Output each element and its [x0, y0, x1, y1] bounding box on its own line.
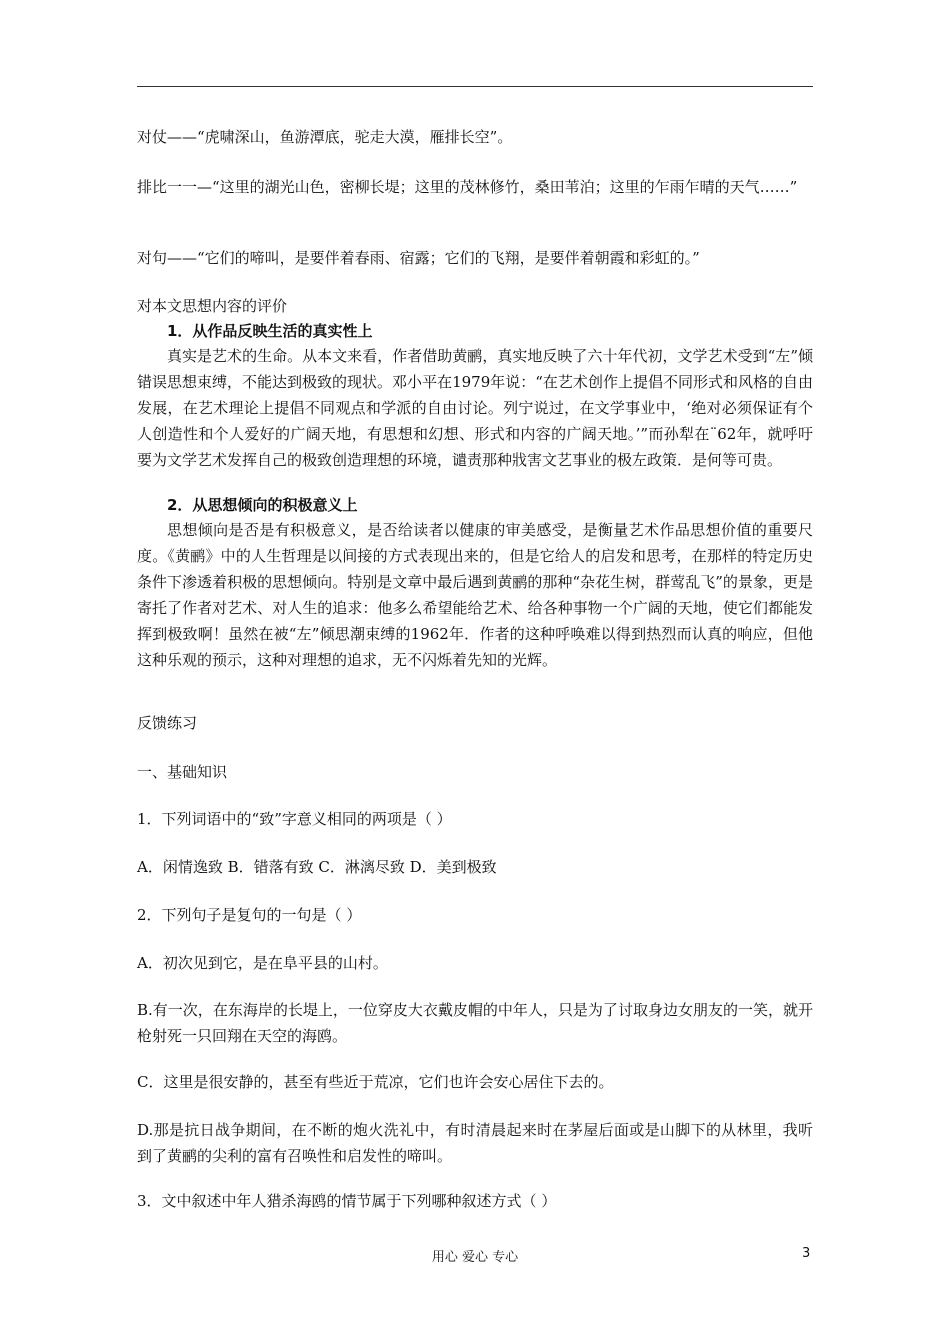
question-2-option-d: D.那是抗日战争期间，在不断的炮火洗礼中，有时清晨起来时在茅屋后面或是山脚下的从林里，我听到了黄鹂的尖利的富有召唤性和启发性的啼叫。	[137, 1121, 813, 1165]
footer-motto: 用心 爱心 专心	[431, 1250, 519, 1265]
line-paibi: 排比一一—“这里的湖光山色，密柳长堤；这里的茂林修竹，桑田苇泊；这里的乍雨乍晴的天气……”	[137, 178, 798, 196]
question-2-option-b: B.有一次，在东海岸的长堤上，一位穿皮大衣戴皮帽的中年人，只是为了讨取身边女朋友的一笑，就开枪射死一只回翔在天空的海鸥。	[137, 1001, 813, 1045]
header-rule	[137, 86, 813, 87]
question-1: 1．下列词语中的“致”字意义相同的两项是（ ）	[137, 810, 452, 828]
line-duizhang: 对仗——“虎啸深山，鱼游潭底，驼走大漠，雁排长空”。	[137, 128, 513, 146]
heading-1: 1．从作品反映生活的真实性上	[167, 322, 373, 340]
section-basic: 一、基础知识	[137, 763, 228, 781]
eval-title: 对本文思想内容的评价	[137, 297, 288, 315]
question-3: 3．文中叙述中年人猎杀海鸥的情节属于下列哪种叙述方式（ ）	[137, 1192, 557, 1210]
line-duiju: 对句——“它们的啼叫，是要伴着春雨、宿露；它们的飞翔，是要伴着朝霞和彩虹的。”	[137, 249, 700, 267]
question-2-option-a: A．初次见到它，是在阜平县的山村。	[137, 954, 388, 972]
paragraph-2: 思想倾向是否是有积极意义，是否给读者以健康的审美感受，是衡量艺术作品思想价值的重要尺度。《黄鹂》中的人生哲理是以间接的方式表现出来的，但是它给人的启发和思考，在那样的特定历史条件下渗透着积极的思想倾向。特别是文章中最后遇到黄鹂的那种“杂花生树，群莺乱飞”的景象，更是寄托了作者对艺术、对人生的追求：他多么希望能给艺术、给各种事物一个广阔的天地，使它们都能发挥到极致啊！虽然在被“左”倾思潮束缚的1962年．作者的这种呼唤难以得到热烈而认真的响应，但他这种乐观的预示，这种对理想的追求，无不闪烁着先知的光辉。	[137, 521, 813, 669]
paragraph-1: 真实是艺术的生命。从本文来看，作者借助黄鹂，真实地反映了六十年代初，文学艺术受到“左”倾错误思想束缚，不能达到极致的现状。邓小平在1979年说：“在艺术创作上提倡不同形式和风格的自由发展，在艺术理论上提倡不同观点和学派的自由讨论。列宁说过，在文学事业中，‘绝对必须保证有个人创造性和个人爱好的广阔天地，有思想和幻想、形式和内容的广阔天地。’”而孙犁在¨62年，就呼吁要为文学艺术发挥自己的极致创造理想的环境，谴责那种戕害文艺事业的极左政策．是何等可贵。	[137, 347, 813, 469]
question-2: 2．下列句子是复句的一句是（ ）	[137, 906, 362, 924]
question-2-option-c: C．这里是很安静的，甚至有些近于荒凉，它们也许会安心居住下去的。	[137, 1073, 614, 1091]
heading-2: 2．从思想倾向的积极意义上	[167, 496, 358, 514]
page-number: 3	[802, 1246, 811, 1261]
question-1-options: A．闲情逸致 B．错落有致 C．淋漓尽致 D．美到极致	[137, 858, 497, 876]
feedback-title: 反馈练习	[137, 714, 198, 732]
